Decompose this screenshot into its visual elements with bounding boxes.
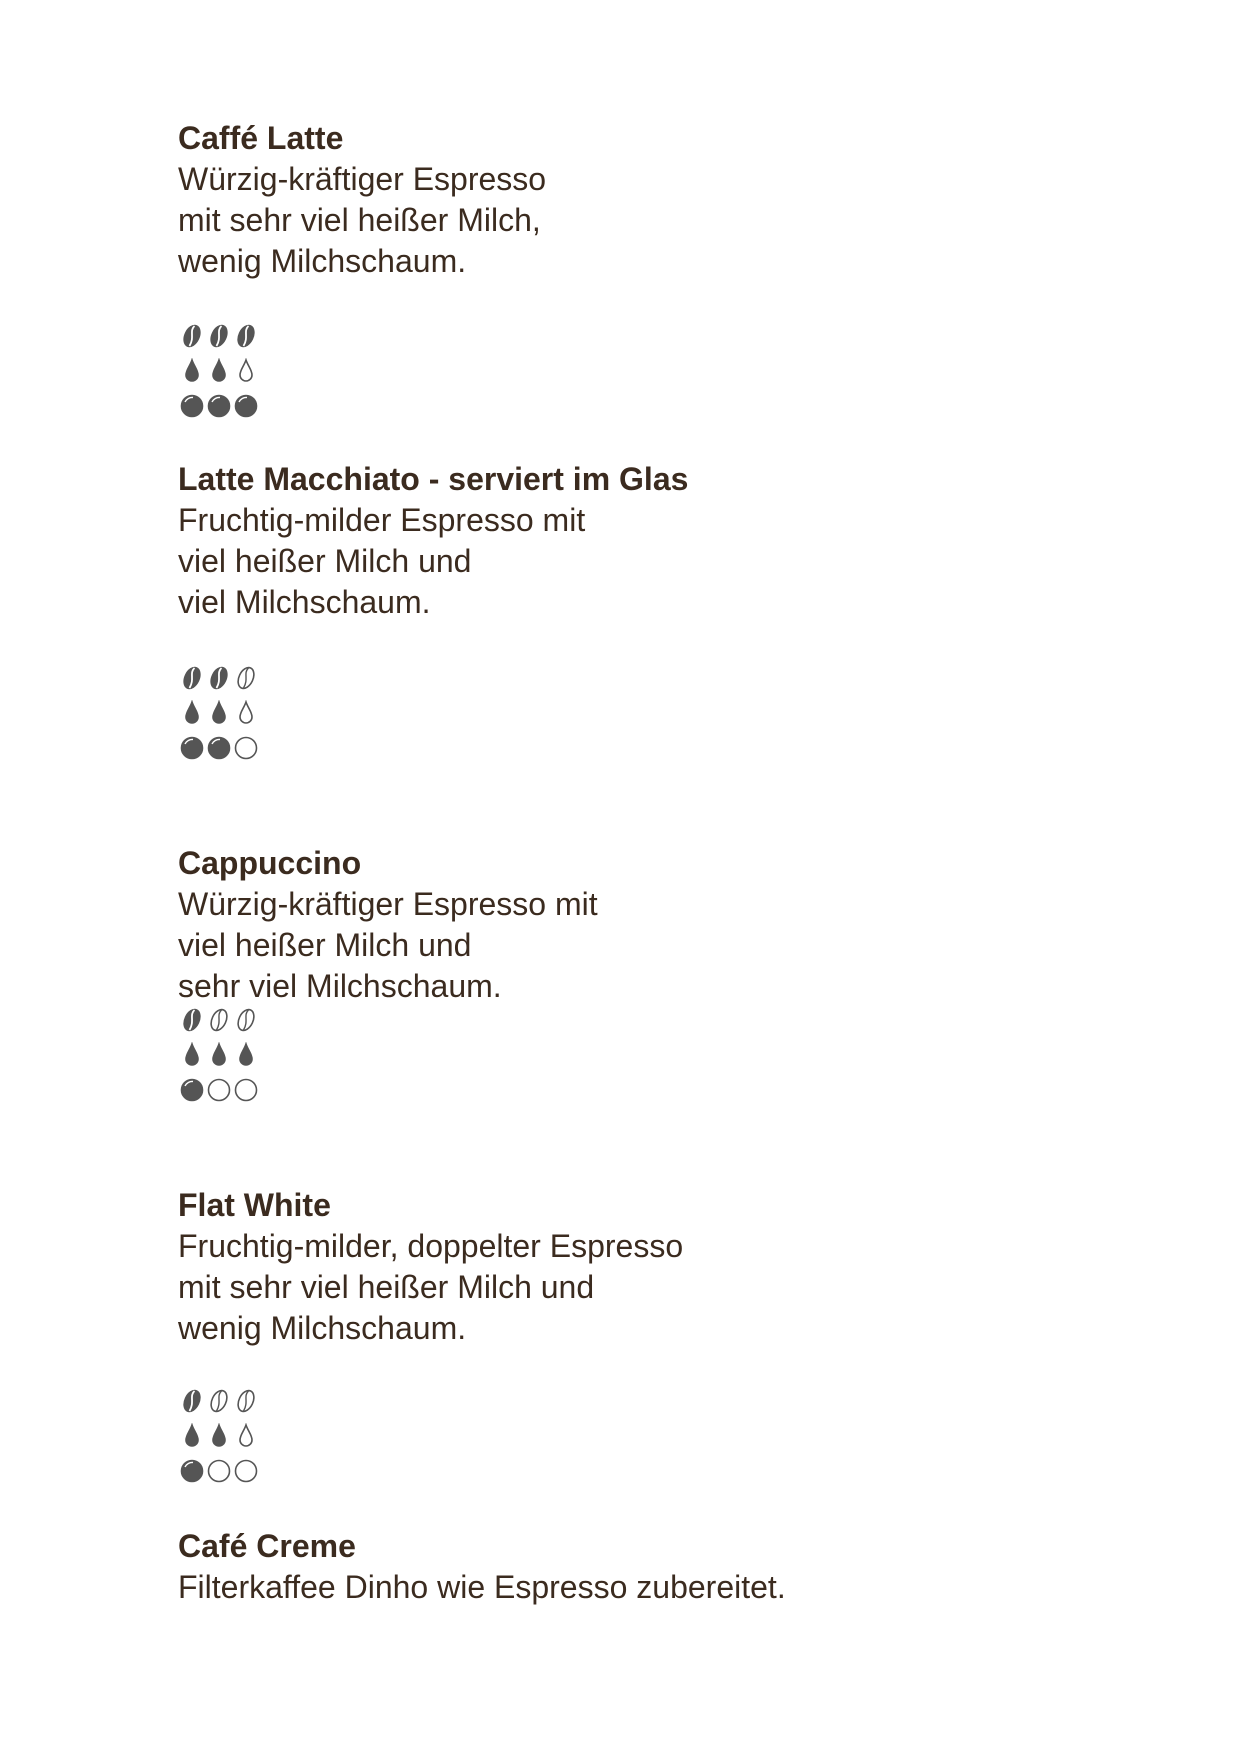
rating-row-dots (180, 1072, 270, 1107)
rating-row-beans (180, 1002, 270, 1037)
item-description (178, 1567, 1078, 1608)
drop-icon (207, 700, 231, 726)
item-description (178, 500, 1078, 623)
menu-item-cafe-creme (178, 1526, 1078, 1608)
menu-item-caffe-latte (178, 118, 1078, 282)
description-line: viel heißer Milch und (178, 927, 472, 963)
drop-icon (180, 358, 204, 384)
item-description (178, 159, 1078, 282)
coffee-bean-icon (234, 1388, 258, 1414)
coffee-bean-icon (180, 323, 204, 349)
description-line: mit sehr viel heißer Milch, (178, 202, 541, 238)
item-title: Caffé Latte (178, 120, 344, 156)
description-line: viel Milchschaum. (178, 584, 431, 620)
item-title: Cappuccino (178, 845, 362, 881)
coffee-bean-icon (180, 1388, 204, 1414)
description-line: Würzig-kräftiger Espresso (178, 161, 547, 197)
dot-icon (234, 735, 258, 761)
rating-row-dots (180, 730, 270, 765)
dot-icon (180, 1458, 204, 1484)
description-line: Würzig-kräftiger Espresso mit (178, 886, 598, 922)
drop-icon (180, 1042, 204, 1068)
description-line: wenig Milchschaum. (178, 243, 467, 279)
coffee-bean-icon (207, 1388, 231, 1414)
drop-icon (207, 358, 231, 384)
dot-icon (234, 393, 258, 419)
ratings-latte-macchiato (180, 660, 270, 765)
ratings-flat-white (180, 1383, 270, 1488)
item-description (178, 884, 1078, 1007)
dot-icon (180, 393, 204, 419)
drop-icon (180, 1423, 204, 1449)
dot-icon (234, 1458, 258, 1484)
coffee-bean-icon (180, 665, 204, 691)
rating-row-drops (180, 1418, 270, 1453)
description-line: mit sehr viel heißer Milch und (178, 1269, 595, 1305)
ratings-cappuccino (180, 1002, 270, 1107)
dot-icon (180, 1077, 204, 1103)
coffee-bean-icon (234, 323, 258, 349)
ratings-caffe-latte (180, 318, 270, 423)
coffee-bean-icon (207, 665, 231, 691)
menu-item-cappuccino (178, 843, 1078, 1007)
rating-row-dots (180, 1453, 270, 1488)
coffee-bean-icon (234, 1007, 258, 1033)
rating-row-dots (180, 388, 270, 423)
coffee-bean-icon (180, 1007, 204, 1033)
item-description (178, 1226, 1078, 1349)
description-line: Fruchtig-milder, doppelter Espresso (178, 1228, 684, 1264)
rating-row-drops (180, 353, 270, 388)
rating-row-beans (180, 1383, 270, 1418)
coffee-bean-icon (207, 323, 231, 349)
menu-item-latte-macchiato (178, 459, 1078, 623)
drop-icon (207, 1423, 231, 1449)
coffee-bean-icon (234, 665, 258, 691)
item-title: Café Creme (178, 1528, 356, 1564)
drop-icon (234, 1423, 258, 1449)
rating-row-beans (180, 660, 270, 695)
dot-icon (207, 1458, 231, 1484)
dot-icon (180, 735, 204, 761)
drop-icon (234, 1042, 258, 1068)
coffee-bean-icon (207, 1007, 231, 1033)
drop-icon (180, 700, 204, 726)
description-line: Filterkaffee Dinho wie Espresso zubereitet. (178, 1569, 786, 1605)
rating-row-beans (180, 318, 270, 353)
description-line: sehr viel Milchschaum. (178, 968, 502, 1004)
item-title: Flat White (178, 1187, 331, 1223)
rating-row-drops (180, 695, 270, 730)
drop-icon (207, 1042, 231, 1068)
dot-icon (234, 1077, 258, 1103)
rating-row-drops (180, 1037, 270, 1072)
description-line: wenig Milchschaum. (178, 1310, 467, 1346)
item-title: Latte Macchiato - serviert im Glas (178, 461, 689, 497)
menu-item-flat-white (178, 1185, 1078, 1349)
dot-icon (207, 1077, 231, 1103)
dot-icon (207, 735, 231, 761)
description-line: viel heißer Milch und (178, 543, 472, 579)
description-line: Fruchtig-milder Espresso mit (178, 502, 586, 538)
drop-icon (234, 358, 258, 384)
dot-icon (207, 393, 231, 419)
drop-icon (234, 700, 258, 726)
